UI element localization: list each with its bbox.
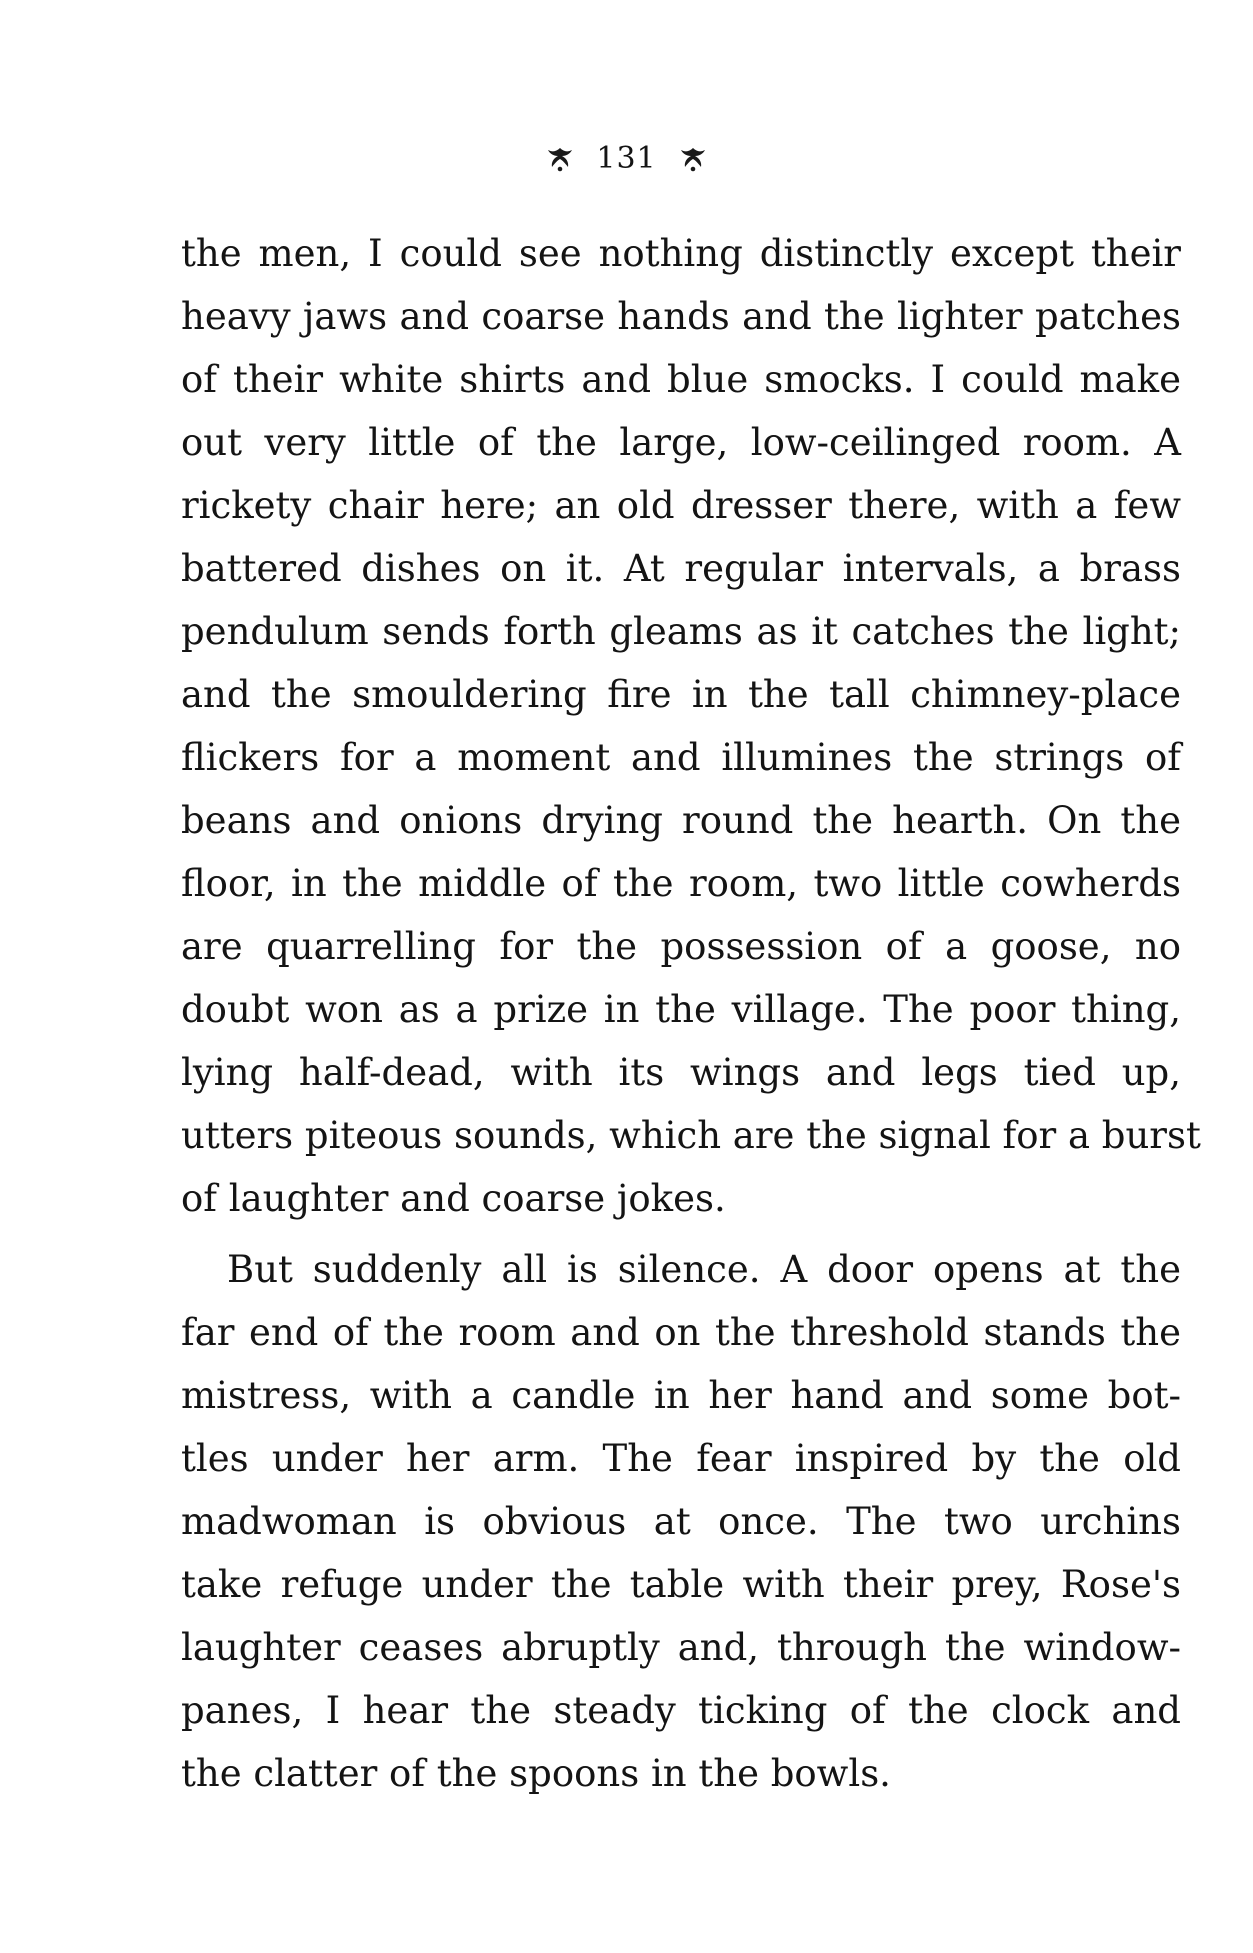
text-line: flickers for a moment and illumines the strings of (181, 736, 1181, 779)
page-number: 131 (596, 141, 657, 176)
text-line: of their white shirts and blue smocks. I could make (181, 358, 1181, 401)
text-line: laughter ceases abruptly and, through the window- (181, 1626, 1181, 1669)
text-line: pendulum sends forth gleams as it catches the light; (181, 610, 1181, 653)
text-line: floor, in the middle of the room, two little cowherds (181, 862, 1181, 905)
page-header (0, 138, 1253, 179)
text-line: lying half-dead, with its wings and legs tied up, (181, 1051, 1181, 1094)
paragraph (181, 222, 1201, 1230)
text-line: the clatter of the spoons in the bowls. (181, 1752, 891, 1795)
text-line: battered dishes on it. At regular intervals, a brass (181, 547, 1181, 590)
text-line: rickety chair here; an old dresser there, with a few (181, 484, 1181, 527)
paragraph-gap (181, 1230, 1181, 1238)
text-line: panes, I hear the steady ticking of the clock and (181, 1689, 1181, 1732)
text-line: and the smouldering fire in the tall chimney-place (181, 673, 1181, 716)
text-line: beans and onions drying round the hearth. On the (181, 799, 1181, 842)
text-line: out very little of the large, low-ceilinged room. A (181, 421, 1181, 464)
body-text (181, 222, 1201, 1805)
text-line: heavy jaws and coarse hands and the lighter patches (181, 295, 1181, 338)
text-line: tles under her arm. The fear inspired by the old (181, 1437, 1181, 1480)
fleuron-icon (675, 145, 711, 173)
text-line: doubt won as a prize in the village. The poor thing, (181, 988, 1181, 1031)
text-line: of laughter and coarse jokes. (181, 1177, 726, 1220)
fleuron-icon (542, 145, 578, 173)
text-line: utters piteous sounds, which are the signal for a burst (181, 1114, 1201, 1157)
text-line: are quarrelling for the possession of a goose, no (181, 925, 1181, 968)
paragraph (181, 1238, 1181, 1805)
text-line: the men, I could see nothing distinctly except their (181, 232, 1181, 275)
text-line: madwoman is obvious at once. The two urchins (181, 1500, 1181, 1543)
text-line: far end of the room and on the threshold stands the (181, 1311, 1181, 1354)
text-line: take refuge under the table with their prey, Rose's (181, 1563, 1181, 1606)
text-line: But suddenly all is silence. A door opens at the (227, 1248, 1181, 1291)
text-line: mistress, with a candle in her hand and some bot- (181, 1374, 1181, 1417)
